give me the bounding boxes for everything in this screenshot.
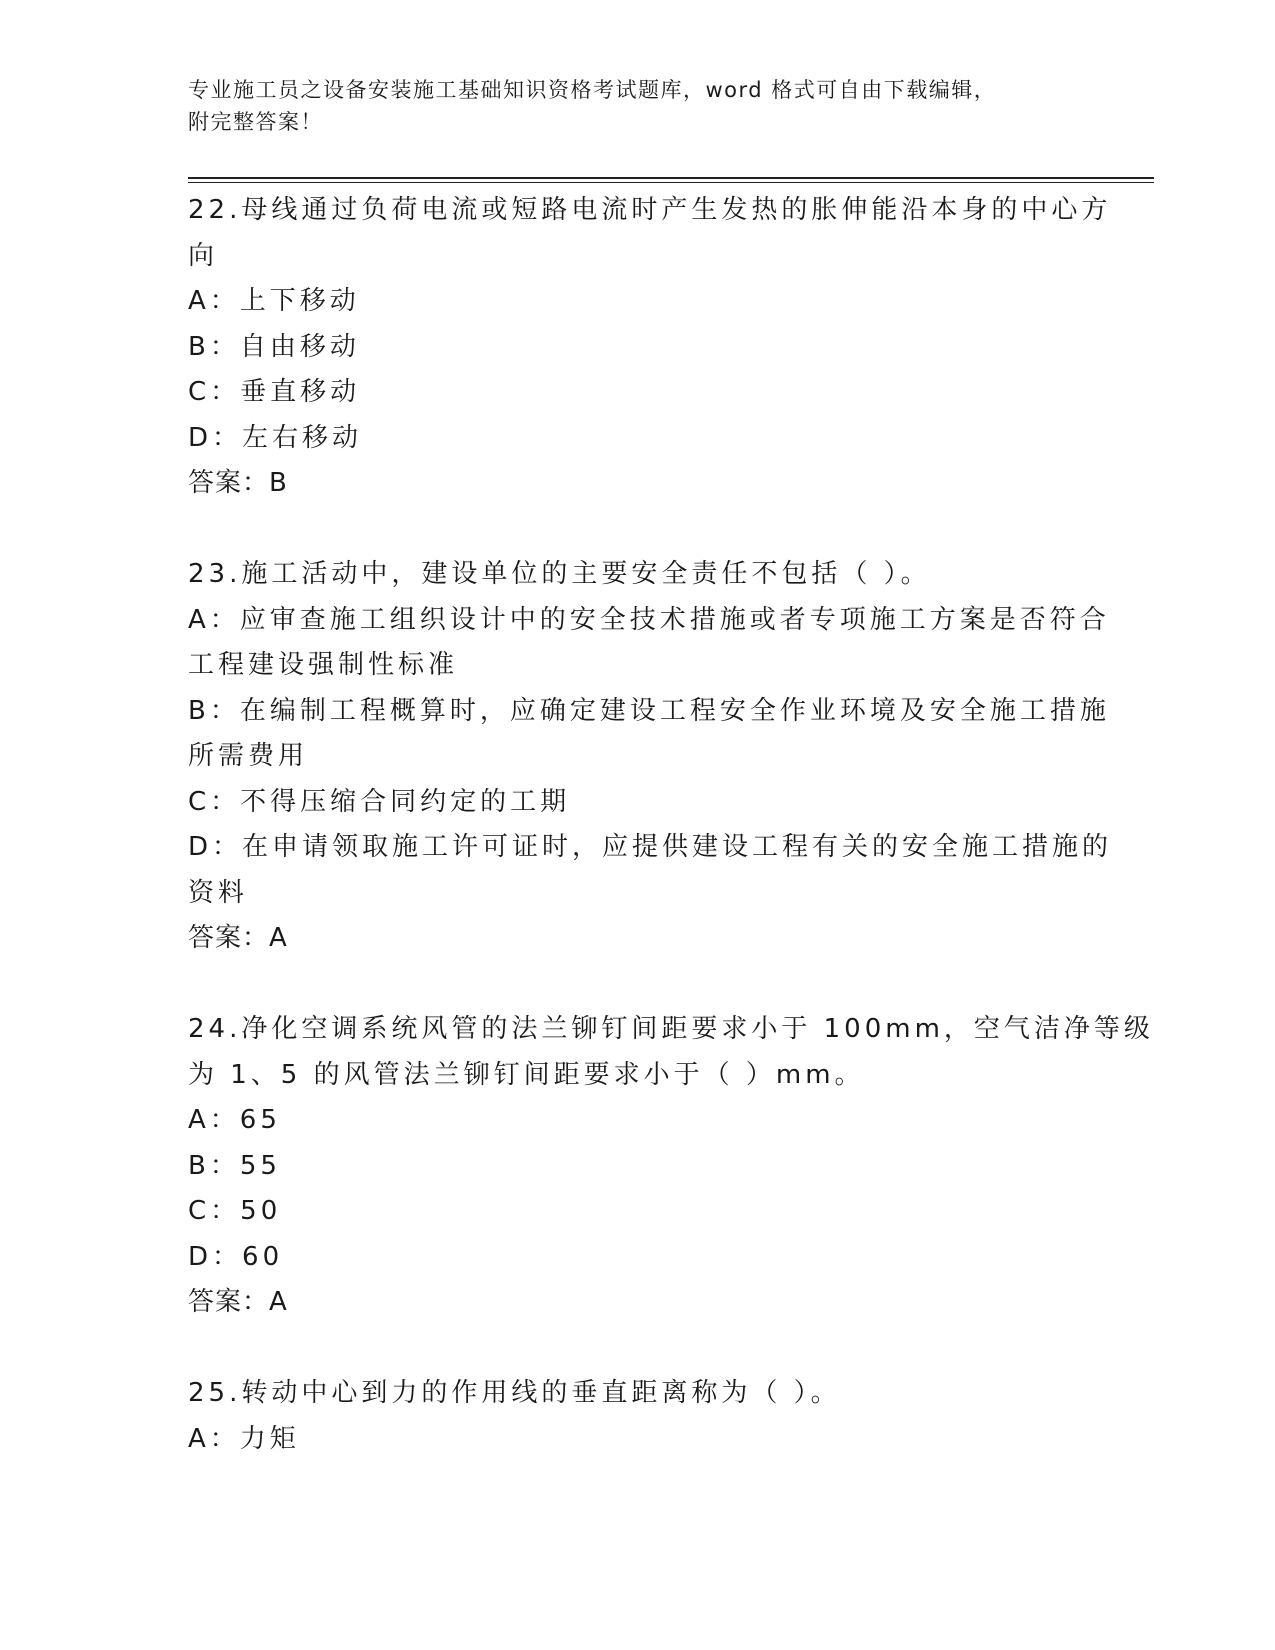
spacer (188, 507, 1088, 553)
option-a: A：65 (188, 1105, 281, 1135)
answer-label: 答案：A (188, 923, 288, 953)
header-line-1: 专业施工员之设备安装施工基础知识资格考试题库，word 格式可自由下载编辑， (188, 78, 997, 102)
question-stem: 为 1、5 的风管法兰铆钉间距要求小于（ ）mm。 (188, 1059, 865, 1090)
header-rule-thin (188, 182, 1154, 183)
spacer (188, 962, 1088, 1008)
page-header (188, 74, 1068, 138)
question-stem: 23.施工活动中，建设单位的主要安全责任不包括（ ）。 (188, 559, 931, 589)
answer-label: 答案：B (188, 468, 288, 498)
spacer (188, 1326, 1088, 1372)
header-rule-thick (188, 177, 1154, 179)
option-c: C：50 (188, 1196, 282, 1226)
option-a: A：上下移动 (188, 286, 360, 316)
option-b: B：自由移动 (188, 331, 360, 362)
question-22 (188, 188, 1112, 507)
option-a: A：力矩 (188, 1423, 300, 1454)
option-a-continued: 工程建设强制性标准 (188, 650, 459, 680)
option-d: D：60 (188, 1241, 284, 1272)
option-b-continued: 所需费用 (188, 741, 309, 771)
option-d: D：在申请领取施工许可证时，应提供建设工程有关的安全施工措施的 (188, 832, 1113, 862)
question-list (188, 188, 1154, 1462)
question-25 (188, 1371, 1088, 1462)
question-24 (188, 1007, 1154, 1326)
option-a: A：应审查施工组织设计中的安全技术措施或者专项施工方案是否符合 (188, 604, 1110, 635)
option-d: D：左右移动 (188, 422, 363, 453)
header-line-2: 附完整答案！ (188, 110, 323, 134)
question-stem: 24.净化空调系统风管的法兰铆钉间距要求小于 100mm，空气洁净等级 (188, 1014, 1154, 1044)
option-b: B：55 (188, 1150, 281, 1181)
question-stem: 22.母线通过负荷电流或短路电流时产生发热的胀伸能沿本身的中心方 (188, 195, 1112, 225)
option-c: C：不得压缩合同约定的工期 (188, 786, 571, 817)
answer-label: 答案：A (188, 1287, 288, 1317)
question-23 (188, 552, 1113, 962)
question-stem: 向 (188, 240, 219, 271)
option-d-continued: 资料 (188, 877, 249, 908)
question-stem: 25.转动中心到力的作用线的垂直距离称为（ ）。 (188, 1378, 841, 1408)
option-b: B：在编制工程概算时，应确定建设工程安全作业环境及安全施工措施 (188, 695, 1110, 726)
option-c: C：垂直移动 (188, 377, 361, 407)
